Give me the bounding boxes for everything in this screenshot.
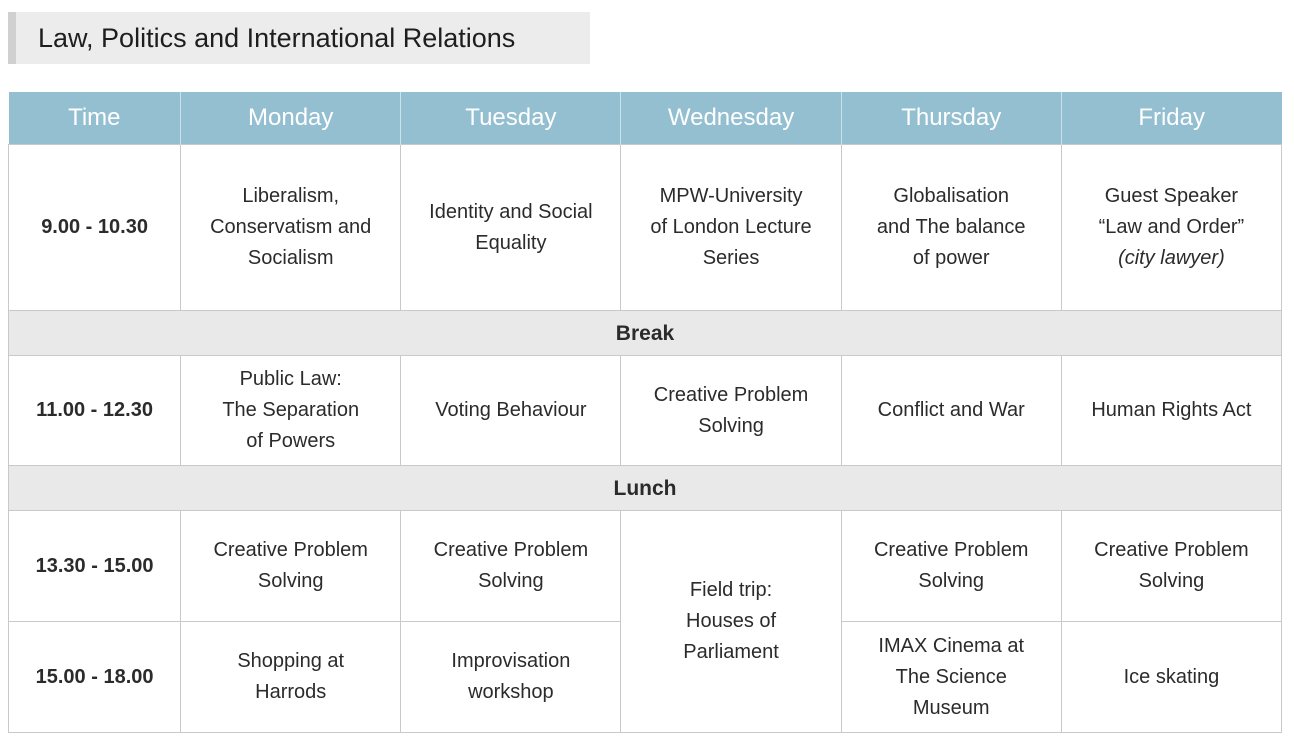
table-row <box>9 356 1282 466</box>
session-cell <box>401 145 621 311</box>
session-cell <box>181 356 401 466</box>
cell-line: Solving <box>478 570 544 592</box>
lunch-row <box>9 466 1282 511</box>
session-cell <box>181 511 401 622</box>
session-cell <box>621 145 841 311</box>
page-heading <box>8 12 590 64</box>
cell-line: Human Rights Act <box>1091 399 1252 421</box>
cell-line: Ice skating <box>1123 665 1220 688</box>
cell-line: of Powers <box>246 430 336 452</box>
session-cell <box>401 356 621 466</box>
cell-line: The Separation <box>222 399 360 421</box>
cell-line: Parliament <box>683 641 779 663</box>
cell-line: Solving <box>257 570 324 592</box>
header-wednesday: Wednesday <box>621 92 841 145</box>
cell-line: Improvisation <box>451 650 571 672</box>
cell-line: Houses of <box>686 610 777 632</box>
cell-line: and The balance <box>876 216 1026 238</box>
session-cell <box>841 622 1061 733</box>
session-cell <box>1061 622 1281 733</box>
break-row <box>9 311 1282 356</box>
cell-line: workshop <box>468 681 554 703</box>
header-friday: Friday <box>1061 92 1281 145</box>
cell-line: of power <box>912 247 990 269</box>
header-row <box>9 92 1282 145</box>
cell-line: Creative Problem <box>1094 539 1249 561</box>
cell-line: Globalisation <box>893 185 1010 207</box>
session-cell <box>1061 145 1281 311</box>
cell-line: The Science <box>895 665 1007 688</box>
cell-line: “Law and Order” <box>1098 216 1245 238</box>
session-cell <box>621 356 841 466</box>
table-row <box>9 511 1282 622</box>
cell-line: MPW-University <box>659 185 803 207</box>
session-cell <box>841 511 1061 622</box>
time-cell: 13.30 - 15.00 <box>9 511 181 622</box>
header-tuesday: Tuesday <box>401 92 621 145</box>
session-cell <box>841 356 1061 466</box>
session-cell <box>621 511 841 733</box>
cell-line: Solving <box>698 414 764 437</box>
cell-line: Solving <box>918 570 985 592</box>
session-cell <box>181 622 401 733</box>
cell-line: Conservatism and <box>210 216 372 238</box>
cell-line: Voting Behaviour <box>435 399 587 421</box>
timetable <box>8 92 1282 733</box>
table-row <box>9 145 1282 311</box>
cell-line: Socialism <box>247 247 334 269</box>
cell-line: Field trip: <box>689 579 773 601</box>
break-label: Break <box>9 311 1282 356</box>
cell-line: Public Law: <box>239 368 342 390</box>
session-cell <box>1061 356 1281 466</box>
session-cell <box>181 145 401 311</box>
cell-line: Creative Problem <box>433 539 589 561</box>
session-cell <box>841 145 1061 311</box>
cell-line: Liberalism, <box>242 185 340 207</box>
cell-line: Creative Problem <box>873 539 1029 561</box>
cell-line: Harrods <box>255 681 327 703</box>
time-cell: 9.00 - 10.30 <box>9 145 181 311</box>
cell-line: Conflict and War <box>877 399 1025 421</box>
cell-line: Solving <box>1138 570 1205 592</box>
cell-line: Series <box>702 247 760 269</box>
header-monday: Monday <box>181 92 401 145</box>
session-cell <box>401 511 621 622</box>
session-cell <box>401 622 621 733</box>
cell-line: Guest Speaker <box>1104 185 1239 207</box>
session-cell <box>1061 511 1281 622</box>
lunch-label: Lunch <box>9 466 1282 511</box>
cell-line: Museum <box>912 696 990 719</box>
page-title: Law, Politics and International Relations <box>38 22 516 53</box>
time-cell: 11.00 - 12.30 <box>9 356 181 466</box>
header-time: Time <box>9 92 181 145</box>
header-thursday: Thursday <box>841 92 1061 145</box>
cell-line: Equality <box>475 231 547 254</box>
cell-line: Creative Problem <box>653 383 809 406</box>
cell-line: Identity and Social <box>429 200 593 223</box>
cell-line: Creative Problem <box>213 539 368 561</box>
cell-line: of London Lecture <box>650 216 812 238</box>
cell-line: IMAX Cinema at <box>878 634 1025 657</box>
cell-line: (city lawyer) <box>1118 247 1225 269</box>
time-cell: 15.00 - 18.00 <box>9 622 181 733</box>
cell-line: Shopping at <box>237 650 345 672</box>
